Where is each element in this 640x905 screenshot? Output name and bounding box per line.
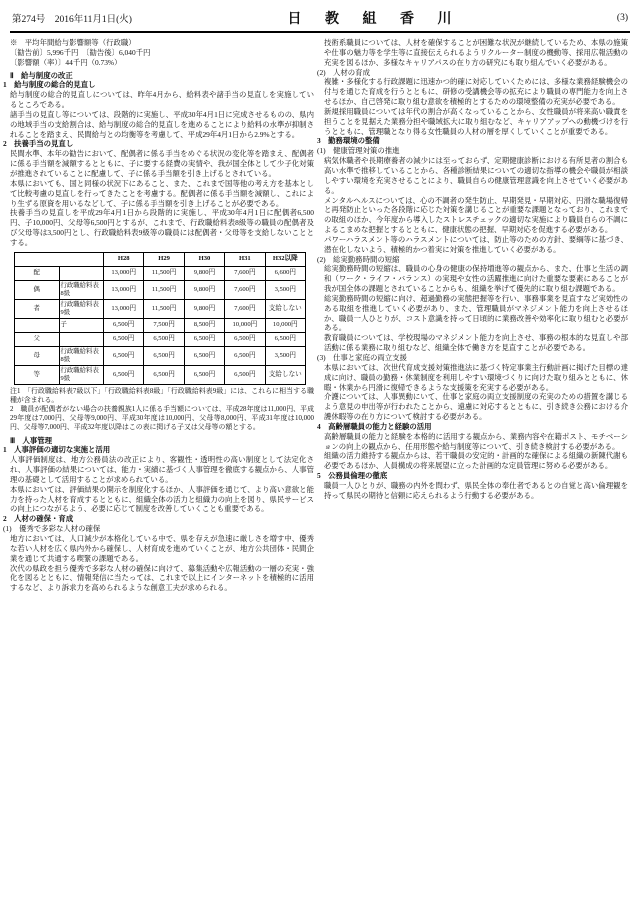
- table-row: [15, 346, 306, 365]
- table-row-label: [59, 332, 104, 346]
- table-row-group-label: 偶: [15, 280, 60, 299]
- table-cell: 9,800円: [184, 280, 224, 299]
- table-cell: 7,600円: [225, 266, 265, 280]
- paragraph: 2 職員が配偶者がない場合の扶養親族1人に係る手当額については、平成28年度は11,000円、平成29年度は7,000円、父母等9,000円、平成30年度は10,000円、父母等8,000円、平成31年度は10,000円、父母等7,000円、平成32年度以降はこの表に掲げる子又は父母等の額とする。: [10, 405, 314, 431]
- paragraph: 介護については、人事異動にいて、仕事と家庭の両立支援制度の充実のための措置を講じるよう意見の申出等が行われたことから、遠慮に対応するとともに、引き続き公務における介護休暇等の在り方について検討する必要がある。: [324, 392, 628, 422]
- table-cell: 6,500円: [184, 332, 224, 346]
- table-cell: 6,500円: [225, 332, 265, 346]
- paragraph: 人事評価制度は、地方公務員法の改正により、客観性・透明性の高い制度として法定化され、人事評価の結果については、能力・実績に基づく人事管理を徹底する観点から、人事管理の基礎として活用することが求められている。: [10, 455, 314, 484]
- table-cell: 8,500円: [184, 318, 224, 332]
- table-row: [15, 266, 306, 280]
- section-heading: Ⅲ 人事管理: [10, 435, 53, 445]
- table-row-group-label: 配: [15, 266, 60, 280]
- paragraph: 本県においては、次世代育成支援対策推進法に基づく特定事業主行動計画に掲げた目標の達成に向け、職員の勤務・休業制度を利用しやすい環境づくりに向けた取り組みとともに、休暇・休業から円滑に復帰できるような支援策を充実する必要がある。: [324, 362, 628, 392]
- paragraph: (1) 健康管理対策の推進: [317, 146, 400, 156]
- table-cell: 13,000円: [104, 299, 144, 318]
- table-header-cell: H32以降: [265, 252, 305, 266]
- section-heading: 5 公務員倫理の徹底: [317, 471, 388, 481]
- paragraph: (3) 仕事と家庭の両立支援: [317, 353, 407, 362]
- table-row: [15, 299, 306, 318]
- paragraph: (2) 人材の育成: [317, 67, 370, 77]
- table-row-label: 行政職給料表9級: [59, 299, 104, 318]
- paragraph: 本県においては、評価結果の開示を制度化するほか、人事評価を通じて、より高い意欲と能力を持った人材を育成するとともに、組織全体の活力と組織力の向上を図り、県民サービスの向上につながるよう、必要に応じて制度を改善していくことも重要である。: [10, 484, 314, 514]
- paragraph: 地方においては、人口減少が本格化している中で、県を存えが急速に厳しさを増す中、優秀な若い人材を広く県内外から確保し、人材育成を進めていくことが、地方公共団体・民間企業を通じて共通する喫緊の課題である。: [10, 534, 314, 563]
- table-row-label: 行政職給料表8級: [59, 346, 104, 365]
- table-cell: 6,600円: [265, 266, 305, 280]
- table-row-label: [59, 266, 104, 280]
- paragraph: 教育職員については、学校現場のマネジメント能力を向上させ、事務の根本的な見直しや部活動に係る業務に取り組むなど、組織全体で働き方を見直すことが必要である。: [324, 333, 628, 353]
- publication-title: 日 教 組 香 川: [287, 12, 462, 27]
- paragraph: (2) 総実勤務時間の短縮: [317, 254, 400, 264]
- table-cell: 7,500円: [144, 318, 184, 332]
- table-row-group-label: 母: [15, 346, 60, 365]
- table-header-cell: H28: [104, 252, 144, 266]
- table-cell: 6,500円: [184, 365, 224, 384]
- allowance-table: [14, 252, 306, 385]
- table-cell: 6,500円: [104, 318, 144, 332]
- paragraph: メンタルヘルスについては、心の不調者の発生防止、早期発見・早期対応、円滑な職場復帰と再発防止といった各段階に応じた対策を講じることが重要な課題となっており、これまでの取組のほか、今年度から導入したストレスチェックの適切な実施により職員自らの不調によるこまめな把握とするとともに、健康状態の把握、早期対応を促進する必要がある。: [324, 195, 628, 235]
- table-row-label: 行政職給料表8級: [59, 280, 104, 299]
- paragraph: 組織の活力維持する観点からは、若干職員の安定的・計画的な確保による組織の新陳代謝も必要であるほか、人員構成の将来展望に立った計画的な定員管理に努める必要がある。: [324, 451, 628, 471]
- page-number: (3): [616, 13, 628, 23]
- table-row: [15, 365, 306, 384]
- table-cell: 9,800円: [184, 266, 224, 280]
- table-cell: 10,000円: [225, 318, 265, 332]
- table-cell: 3,500円: [265, 280, 305, 299]
- section-heading: 4 高齢層職員の能力と経験の活用: [317, 421, 432, 431]
- table-cell: 支給しない: [265, 365, 305, 384]
- paragraph: 諸手当の見直し等については、段階的に実施し、平成30年4月1日に完成させるものの、県内の地域手当の支給割合は、給与制度の総合的見直しを進めることにより給料の水準が抑制されることを踏まえ、民間給与との均衡等を考慮して、平成29年4月1日から2.9%とする。: [10, 109, 314, 139]
- paragraph: ※ 平均年間給与影響額等（行政職）: [10, 38, 136, 47]
- table-cell: 6,500円: [144, 332, 184, 346]
- table-row-label: 行政職給料表9級: [59, 365, 104, 384]
- table-row-label: 子: [59, 318, 104, 332]
- paragraph: 総実勤務時間の短縮は、職員の心身の健康の保持増進等の観点から、また、仕事と生活の調和（ワーク・ライフ・バランス）の実現や女性の活躍推進に向けた重要な要素にあることが我が国全体の課題とされていることからも、組織を挙げて優先的に取り組む課題である。: [324, 264, 628, 294]
- paragraph: 複雑・多様化する行政課題に迅速かつ的確に対応していくためには、多様な業務経験機会の付与を通じた育成を行うとともに、研修の受講機会等の拡充により職員の専門能力を向上させるほか、自己啓発に取り組む意欲を積極的とするための環境整備の充実が必要である。: [324, 77, 628, 107]
- table-cell: 支給しない: [265, 299, 305, 318]
- section-heading: 1 給与制度の総合的見直し: [3, 80, 96, 90]
- issue-number: 第274号 2016年11月1日(火): [12, 15, 132, 25]
- table-header-cell: H31: [225, 252, 265, 266]
- left-column: [3, 38, 314, 898]
- table-cell: 6,500円: [184, 346, 224, 365]
- table-row: [15, 280, 306, 299]
- paragraph: 〔勧告前〕5,996千円 〔勧告後〕6,040千円: [10, 47, 151, 57]
- table-cell: 9,800円: [184, 299, 224, 318]
- paragraph: 技術系職員については、人材を確保することが困難な状況が継続しているため、本県の施策や仕事の魅力等を学生等に直接伝えられるようリクルーター制度の機動等、採用広報活動の充実を図るほか、多様なキャリアパスの在り方の研究にも取り組んでいく必要がある。: [324, 38, 628, 67]
- table-cell: 3,500円: [265, 346, 305, 365]
- table-cell: 11,500円: [144, 280, 184, 299]
- table-header-cell: H30: [184, 252, 224, 266]
- table-row-group-label: 等: [15, 365, 60, 384]
- table-cell: 13,000円: [104, 266, 144, 280]
- paragraph: 注1 「行政職給料表7級以下」「行政職給料表8級」「行政職給料表9級」には、これらに相当する職種が含まれる。: [10, 387, 314, 404]
- table-cell: 6,500円: [104, 346, 144, 365]
- table-row: [15, 318, 306, 332]
- table-header-cell: H29: [144, 252, 184, 266]
- paragraph: 次代の県政を担う優秀で多彩な人材の確保に向けて、募集活動や広報活動の一層の充実・強化を図るとともに、情報発信に当たっては、これまで以上にインターネットを積極的に活用するなど、より訴求力を高められるような創意工夫が求められる。: [10, 563, 314, 593]
- table-cell: 10,000円: [265, 318, 305, 332]
- section-heading: 3 勤務環境の整備: [317, 136, 380, 146]
- masthead: [10, 6, 630, 33]
- table-cell: 11,500円: [144, 299, 184, 318]
- table-cell: 6,500円: [104, 332, 144, 346]
- paragraph: 本県においても、国と同様の状況下にあること、また、これまで国等他の考え方を基本として比較考慮の見直しを行ってきたことを考慮する。配偶者に係る手当額を減額し、これにより生ずる原資を用いるなどして、子に係る手当額を引き上げることが必要である。: [10, 178, 314, 208]
- paragraph: 高齢層職員の能力と経験を本格的に活用する観点から、業務内容や在籍ポスト、モチベーションの向上の観点から、任用形態や給与制度等について、引き続き検討する必要がある。: [324, 431, 628, 451]
- table-row-group-label: 者: [15, 299, 60, 318]
- right-column: [317, 38, 628, 898]
- paragraph: (1) 優秀で多彩な人材の確保: [3, 524, 101, 534]
- table-row: [15, 332, 306, 346]
- paragraph: 民間水準、本年の勧告において、配偶者に係る手当をめぐる状況の変化等を踏まえ、配偶者に係る手当額を減額するとともに、子に要する経費の実情や、我が国全体として少子化対策が推進されていることに配慮して、子に係る手当額を引き上げるとされている。: [10, 149, 314, 178]
- paragraph: 〔影響額（率）〕44千円（0.73%）: [10, 57, 122, 67]
- paragraph: 扶養手当の見直しを平成29年4月1日から段階的に実施し、平成30年4月1日に配偶者6,500円、子10,000円、父母等6,500円とするが、これまで、行政職給料表8級等の職員の配偶者及び父母等は3,500円とし、行政職給料表9級等の職員には配偶者・父母等を支給しないこととする。: [10, 208, 314, 247]
- table-cell: 11,500円: [144, 266, 184, 280]
- paragraph: 新規採用職員については年代の割合が高くなっていることから、女性職員が将来高い職責を担うことを見据えた業務分担や職域拡大に取り組むなど、キャリアアップへの動機づけを行うとともに、管理職となり得る女性職員の人材の層を厚くしていくことが重要である。: [324, 106, 628, 136]
- table-row-group-label: [15, 318, 60, 332]
- table-header-cell: [15, 252, 104, 266]
- table-cell: 6,500円: [104, 365, 144, 384]
- paragraph: 給与制度の総合的見直しについては、昨年4月から、給料表や諸手当の見直しを実施しているところである。: [10, 90, 314, 110]
- section-heading: Ⅱ 給与制度の改正: [10, 70, 73, 80]
- table-cell: 6,500円: [265, 332, 305, 346]
- section-heading: 2 扶養手当の見直し: [3, 139, 74, 149]
- table-cell: 13,000円: [104, 280, 144, 299]
- paragraph: 病気休職者や長期療養者の減少には至っておらず、定期健康診断における有所見者の割合も高い水準で推移していることから、各種診断結果についての適切な指導の機会や職員が相談しやすい環境を充実させることにより、職員自らの健康管理意識を向上させていく必要がある。: [324, 156, 628, 195]
- section-heading: 2 人材の確保・育成: [3, 514, 74, 524]
- section-heading: 1 人事評価の適切な実施と活用: [3, 445, 111, 455]
- table-cell: 6,500円: [225, 365, 265, 384]
- table-cell: 7,600円: [225, 299, 265, 318]
- paragraph: 職員一人ひとりが、職務の内外を問わず、県民全体の奉仕者であるとの自覚と高い倫理観を持って県民の期待と信頼に応えられるよう行動する必要がある。: [324, 480, 628, 500]
- column-container: [3, 38, 630, 898]
- paragraph: パワーハラスメント等のハラスメントについては、防止等のための方針、要綱等に基づき、潜在化しないよう、積極的かつ着実に対策を推進していく必要がある。: [324, 234, 628, 254]
- table-cell: 6,500円: [225, 346, 265, 365]
- table-row-group-label: 父: [15, 332, 60, 346]
- paragraph: 総実勤務時間の短縮に向け、超過勤務の実態把握等を行い、事務事業を見直すなど実効性のある取組を推進していく必要があり、また、管理職員がマネジメント能力を向上させるほか、職員一人ひとりが、コスト意識を持って日頃的に業務改善や効率化に取り組むと必要がある。: [324, 293, 628, 333]
- table-cell: 6,500円: [144, 346, 184, 365]
- table-cell: 6,500円: [144, 365, 184, 384]
- table-cell: 7,600円: [225, 280, 265, 299]
